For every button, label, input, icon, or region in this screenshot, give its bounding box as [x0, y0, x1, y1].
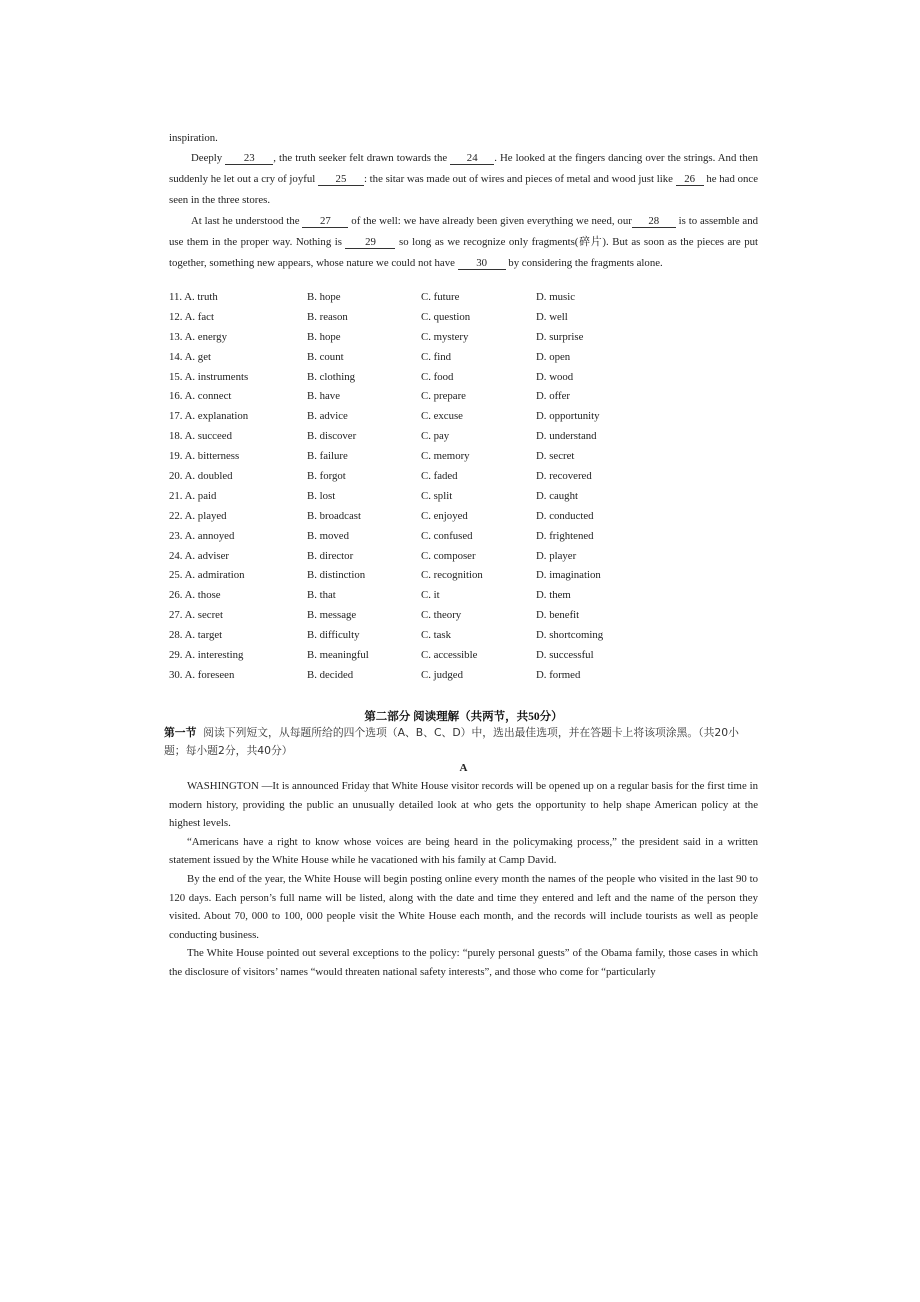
option-d: D. secret: [536, 450, 575, 463]
option-c: C. excuse: [421, 410, 463, 423]
option-b: B. director: [307, 549, 354, 562]
option-a: 11. A. truth: [169, 291, 218, 303]
option-a: 22. A. played: [169, 509, 227, 522]
option-c: C. recognition: [421, 569, 483, 582]
option-c: C. composer: [421, 549, 476, 562]
option-row: [169, 449, 729, 469]
passage-text: [169, 777, 758, 982]
option-a: 18. A. succeed: [169, 430, 232, 443]
option-d: D. understand: [536, 430, 597, 443]
option-c: C. it: [421, 589, 440, 602]
option-b: B. decided: [307, 668, 354, 681]
option-c: C. split: [421, 489, 453, 502]
option-d: D. offer: [536, 390, 570, 403]
option-c: C. future: [421, 291, 460, 303]
option-d: D. successful: [536, 649, 594, 662]
option-row: [169, 389, 729, 409]
option-c: C. prepare: [421, 390, 466, 403]
blank-23: 23: [225, 152, 273, 165]
option-a: 25. A. admiration: [169, 569, 245, 582]
section-title: 第二部分 阅读理解（共两节，共50分）: [364, 711, 563, 723]
option-d: D. conducted: [536, 509, 594, 522]
option-d: D. recovered: [536, 470, 592, 483]
option-b: B. hope: [307, 291, 341, 303]
option-a: 20. A. doubled: [169, 470, 233, 483]
option-c: C. mystery: [421, 330, 469, 343]
option-d: D. music: [536, 291, 575, 303]
option-row: [169, 350, 729, 370]
option-c: C. faded: [421, 470, 458, 483]
option-row: [169, 310, 729, 330]
option-c: C. judged: [421, 668, 463, 681]
passage-paragraph: WASHINGTON —It is announced Friday that White House visitor records will be opened up on a regular basis for the first time in modern history, providing the public an unusually detailed look at who gets the opportunity to help shape American policy at the highest levels.: [169, 780, 758, 830]
option-d: D. opportunity: [536, 410, 600, 423]
option-a: 26. A. those: [169, 589, 221, 602]
option-row: [169, 529, 729, 549]
option-c: C. pay: [421, 430, 450, 443]
option-d: D. player: [536, 549, 577, 562]
option-d: D. frightened: [536, 529, 594, 542]
option-row: [169, 568, 729, 588]
option-row: [169, 588, 729, 608]
option-c: C. enjoyed: [421, 509, 468, 522]
option-a: 15. A. instruments: [169, 370, 249, 383]
option-b: B. moved: [307, 529, 349, 542]
passage-paragraph: By the end of the year, the White House will begin posting online every month the names of the people who visited in the last 90 to 120 days. Each person’s full name will be listed, along with the date and time they entered and left and the name of the person they visited. About 70, 000 to 100, 000 people visit the White House each month, and the records will include tourists as well as people conducting business.: [169, 872, 758, 941]
blank-24: 24: [450, 152, 494, 165]
option-row: [169, 668, 729, 688]
option-row: [169, 429, 729, 449]
option-d: D. them: [536, 589, 571, 602]
option-a: 28. A. target: [169, 629, 223, 642]
option-b: B. meaningful: [307, 649, 369, 662]
section-label: 第一节: [164, 726, 197, 739]
option-c: C. memory: [421, 450, 470, 463]
option-row: [169, 509, 729, 529]
option-b: B. forgot: [307, 470, 346, 483]
option-b: B. reason: [307, 310, 348, 323]
option-a: 12. A. fact: [169, 310, 214, 323]
option-b: B. count: [307, 350, 344, 363]
option-b: B. message: [307, 609, 357, 622]
option-row: [169, 628, 729, 648]
option-d: D. surprise: [536, 330, 584, 343]
option-b: B. clothing: [307, 370, 355, 383]
cloze-line-0: inspiration.: [169, 132, 218, 144]
option-b: B. lost: [307, 489, 336, 502]
option-row: [169, 549, 729, 569]
option-b: B. have: [307, 390, 340, 403]
option-a: 13. A. energy: [169, 330, 227, 343]
blank-25: 25: [318, 173, 364, 186]
option-a: 27. A. secret: [169, 609, 223, 622]
option-c: C. food: [421, 370, 454, 383]
option-a: 16. A. connect: [169, 390, 232, 403]
option-c: C. task: [421, 629, 451, 642]
option-a: 24. A. adviser: [169, 549, 229, 562]
option-d: D. open: [536, 350, 571, 363]
option-row: [169, 489, 729, 509]
passage-paragraph: “Americans have a right to know whose voices are being heard in the policymaking process,” the president said in a written statement issued by the White House while he vacationed with his family at Camp David.: [169, 835, 758, 867]
option-d: D. well: [536, 310, 568, 323]
option-b: B. that: [307, 589, 336, 602]
option-a: 17. A. explanation: [169, 410, 249, 423]
option-d: D. formed: [536, 668, 581, 681]
option-b: B. distinction: [307, 569, 366, 582]
option-d: D. shortcoming: [536, 629, 604, 642]
option-d: D. imagination: [536, 569, 601, 582]
option-c: C. theory: [421, 609, 462, 622]
option-a: 14. A. get: [169, 350, 211, 363]
option-row: [169, 290, 729, 310]
blank-26: 26: [676, 173, 704, 186]
option-a: 30. A. foreseen: [169, 668, 235, 681]
options-table: [169, 290, 729, 688]
blank-28: 28: [632, 215, 676, 228]
option-c: C. find: [421, 350, 451, 363]
blank-30: 30: [458, 257, 506, 270]
option-row: [169, 469, 729, 489]
option-b: B. discover: [307, 430, 357, 443]
option-row: [169, 409, 729, 429]
cloze-paragraph-1: Deeply 23 , the truth seeker felt drawn towards the 24 . He looked at the fingers dancing over the strings. And then suddenly he let out a cry of joyful 25 : the sitar was made out of wires and pieces of metal and wood just like 26 he had once seen in the three stores.: [169, 152, 758, 206]
option-d: D. benefit: [536, 609, 580, 622]
option-b: B. failure: [307, 450, 348, 463]
option-row: [169, 608, 729, 628]
passage-letter: A: [459, 762, 468, 774]
option-a: 19. A. bitterness: [169, 450, 240, 463]
option-row: [169, 370, 729, 390]
option-b: B. hope: [307, 330, 341, 343]
blank-27: 27: [302, 215, 348, 228]
option-c: C. confused: [421, 529, 473, 542]
option-a: 21. A. paid: [169, 489, 217, 502]
blank-29: 29: [345, 236, 395, 249]
option-d: D. caught: [536, 489, 578, 502]
option-row: [169, 330, 729, 350]
option-a: 29. A. interesting: [169, 649, 244, 662]
section-instruction: 第一节 阅读下列短文，从每题所给的四个选项（A、B、C、D）中，选出最佳选项，并在答题卡上将该项涂黑。（共20小题；每小题2分，共40分）: [164, 726, 739, 757]
option-d: D. wood: [536, 370, 574, 383]
option-b: B. difficulty: [307, 629, 360, 642]
option-b: B. advice: [307, 410, 348, 423]
cloze-paragraph-2: At last he understood the 27 of the well: we have already been given everything we need, our 28 is to assemble and use them in the proper way. Nothing is 29 so long as we recognize only fragments(碎片). But as soon as the pieces are put together, something new appears, whose nature we could not have 30 by considering the fragments alone.: [169, 215, 758, 269]
option-c: C. question: [421, 310, 471, 323]
option-a: 23. A. annoyed: [169, 529, 235, 542]
option-b: B. broadcast: [307, 509, 361, 522]
option-row: [169, 648, 729, 668]
passage-paragraph: The White House pointed out several exceptions to the policy: “purely personal guests” of the Obama family, those cases in which the disclosure of visitors’ names “would threaten national safety interests”, and those who come for “particularly: [169, 947, 758, 978]
option-c: C. accessible: [421, 649, 478, 662]
